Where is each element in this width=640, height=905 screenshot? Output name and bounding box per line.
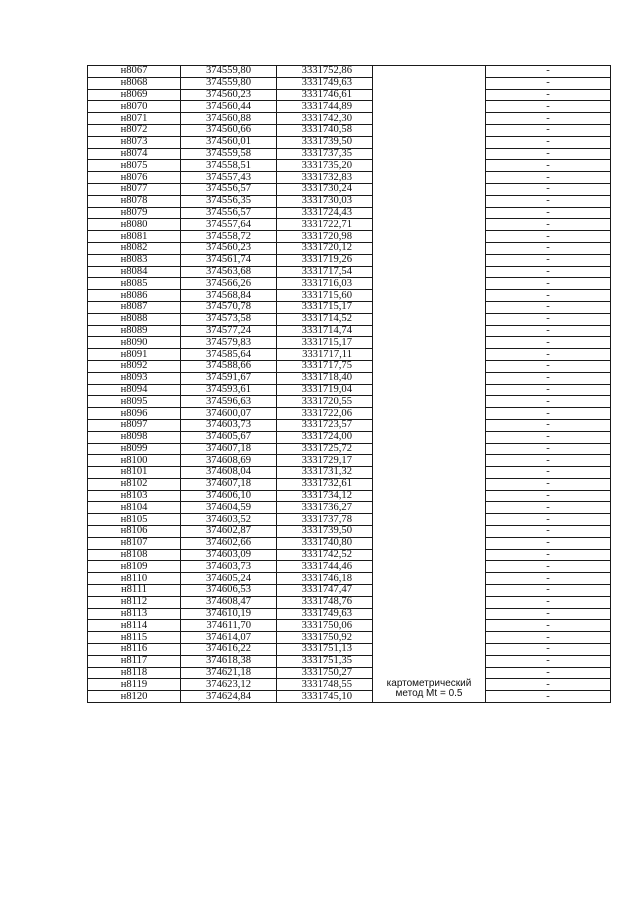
- y-coordinate-cell: 3331737,78: [277, 514, 373, 526]
- x-coordinate-cell: 374593,61: [181, 384, 277, 396]
- table-row: [88, 644, 611, 656]
- x-coordinate-cell: 374579,83: [181, 337, 277, 349]
- x-coordinate-cell: 374563,68: [181, 266, 277, 278]
- note-cell: -: [486, 667, 611, 679]
- note-cell: -: [486, 596, 611, 608]
- y-coordinate-cell: 3331720,12: [277, 242, 373, 254]
- x-coordinate-cell: 374607,18: [181, 478, 277, 490]
- note-cell: -: [486, 136, 611, 148]
- point-name-cell: н8118: [88, 667, 181, 679]
- x-coordinate-cell: 374608,69: [181, 455, 277, 467]
- y-coordinate-cell: 3331750,06: [277, 620, 373, 632]
- x-coordinate-cell: 374616,22: [181, 644, 277, 656]
- x-coordinate-cell: 374591,67: [181, 372, 277, 384]
- y-coordinate-cell: 3331737,35: [277, 148, 373, 160]
- note-cell: -: [486, 561, 611, 573]
- note-cell: -: [486, 478, 611, 490]
- x-coordinate-cell: 374558,72: [181, 231, 277, 243]
- note-cell: -: [486, 632, 611, 644]
- note-cell: -: [486, 655, 611, 667]
- table-row: [88, 337, 611, 349]
- point-name-cell: н8105: [88, 514, 181, 526]
- point-name-cell: н8084: [88, 266, 181, 278]
- y-coordinate-cell: 3331722,06: [277, 408, 373, 420]
- point-name-cell: н8104: [88, 502, 181, 514]
- point-name-cell: н8078: [88, 195, 181, 207]
- x-coordinate-cell: 374556,57: [181, 183, 277, 195]
- table-row: [88, 278, 611, 290]
- note-cell: -: [486, 278, 611, 290]
- y-coordinate-cell: 3331717,54: [277, 266, 373, 278]
- table-row: [88, 89, 611, 101]
- point-name-cell: н8091: [88, 349, 181, 361]
- note-cell: -: [486, 526, 611, 538]
- y-coordinate-cell: 3331731,32: [277, 467, 373, 479]
- point-name-cell: н8085: [88, 278, 181, 290]
- table-row: [88, 478, 611, 490]
- x-coordinate-cell: 374557,64: [181, 219, 277, 231]
- note-cell: -: [486, 113, 611, 125]
- y-coordinate-cell: 3331715,60: [277, 290, 373, 302]
- x-coordinate-cell: 374604,59: [181, 502, 277, 514]
- y-coordinate-cell: 3331722,71: [277, 219, 373, 231]
- note-cell: -: [486, 372, 611, 384]
- point-name-cell: н8082: [88, 242, 181, 254]
- note-cell: -: [486, 195, 611, 207]
- table-row: [88, 360, 611, 372]
- coordinates-table: [87, 65, 611, 703]
- y-coordinate-cell: 3331735,20: [277, 160, 373, 172]
- table-row: [88, 490, 611, 502]
- note-cell: -: [486, 455, 611, 467]
- y-coordinate-cell: 3331729,17: [277, 455, 373, 467]
- point-name-cell: н8076: [88, 172, 181, 184]
- table-row: [88, 596, 611, 608]
- point-name-cell: н8071: [88, 113, 181, 125]
- y-coordinate-cell: 3331748,55: [277, 679, 373, 691]
- y-coordinate-cell: 3331740,80: [277, 537, 373, 549]
- y-coordinate-cell: 3331717,11: [277, 349, 373, 361]
- y-coordinate-cell: 3331720,55: [277, 396, 373, 408]
- x-coordinate-cell: 374603,52: [181, 514, 277, 526]
- point-name-cell: н8096: [88, 408, 181, 420]
- table-row: [88, 219, 611, 231]
- note-cell: -: [486, 644, 611, 656]
- table-row: [88, 207, 611, 219]
- y-coordinate-cell: 3331732,83: [277, 172, 373, 184]
- x-coordinate-cell: 374602,66: [181, 537, 277, 549]
- table-row: [88, 455, 611, 467]
- point-name-cell: н8114: [88, 620, 181, 632]
- point-name-cell: н8083: [88, 254, 181, 266]
- note-cell: -: [486, 325, 611, 337]
- y-coordinate-cell: 3331746,18: [277, 573, 373, 585]
- note-cell: -: [486, 490, 611, 502]
- table-row: [88, 124, 611, 136]
- point-name-cell: н8108: [88, 549, 181, 561]
- point-name-cell: н8120: [88, 691, 181, 703]
- point-name-cell: н8087: [88, 301, 181, 313]
- y-coordinate-cell: 3331730,03: [277, 195, 373, 207]
- y-coordinate-cell: 3331725,72: [277, 443, 373, 455]
- note-cell: -: [486, 242, 611, 254]
- note-cell: -: [486, 337, 611, 349]
- x-coordinate-cell: 374588,66: [181, 360, 277, 372]
- x-coordinate-cell: 374600,07: [181, 408, 277, 420]
- table-row: [88, 419, 611, 431]
- y-coordinate-cell: 3331717,75: [277, 360, 373, 372]
- note-cell: -: [486, 549, 611, 561]
- y-coordinate-cell: 3331723,57: [277, 419, 373, 431]
- note-cell: -: [486, 66, 611, 78]
- note-cell: -: [486, 419, 611, 431]
- x-coordinate-cell: 374560,23: [181, 89, 277, 101]
- point-name-cell: н8095: [88, 396, 181, 408]
- y-coordinate-cell: 3331714,52: [277, 313, 373, 325]
- x-coordinate-cell: 374577,24: [181, 325, 277, 337]
- y-coordinate-cell: 3331746,61: [277, 89, 373, 101]
- y-coordinate-cell: 3331736,27: [277, 502, 373, 514]
- note-cell: -: [486, 219, 611, 231]
- method-accuracy-text: метод Mt = 0.5: [395, 688, 463, 700]
- x-coordinate-cell: 374570,78: [181, 301, 277, 313]
- table-row: [88, 467, 611, 479]
- table-row: [88, 254, 611, 266]
- note-cell: -: [486, 384, 611, 396]
- y-coordinate-cell: 3331715,17: [277, 301, 373, 313]
- point-name-cell: н8081: [88, 231, 181, 243]
- x-coordinate-cell: 374560,44: [181, 101, 277, 113]
- point-name-cell: н8119: [88, 679, 181, 691]
- x-coordinate-cell: 374602,87: [181, 526, 277, 538]
- y-coordinate-cell: 3331739,50: [277, 136, 373, 148]
- point-name-cell: н8075: [88, 160, 181, 172]
- point-name-cell: н8106: [88, 526, 181, 538]
- x-coordinate-cell: 374556,35: [181, 195, 277, 207]
- y-coordinate-cell: 3331720,98: [277, 231, 373, 243]
- note-cell: -: [486, 124, 611, 136]
- x-coordinate-cell: 374607,18: [181, 443, 277, 455]
- note-cell: -: [486, 266, 611, 278]
- y-coordinate-cell: 3331724,43: [277, 207, 373, 219]
- note-cell: -: [486, 231, 611, 243]
- point-name-cell: н8099: [88, 443, 181, 455]
- point-name-cell: н8101: [88, 467, 181, 479]
- table-row: [88, 160, 611, 172]
- table-row: [88, 691, 611, 703]
- note-cell: -: [486, 396, 611, 408]
- point-name-cell: н8116: [88, 644, 181, 656]
- table-row: [88, 372, 611, 384]
- x-coordinate-cell: 374558,51: [181, 160, 277, 172]
- method-cell: [373, 66, 486, 703]
- y-coordinate-cell: 3331739,50: [277, 526, 373, 538]
- x-coordinate-cell: 374606,10: [181, 490, 277, 502]
- point-name-cell: н8093: [88, 372, 181, 384]
- table-row: [88, 301, 611, 313]
- table-row: [88, 537, 611, 549]
- y-coordinate-cell: 3331744,89: [277, 101, 373, 113]
- table-row: [88, 526, 611, 538]
- point-name-cell: н8112: [88, 596, 181, 608]
- table-row: [88, 266, 611, 278]
- note-cell: -: [486, 148, 611, 160]
- x-coordinate-cell: 374603,09: [181, 549, 277, 561]
- table-row: [88, 549, 611, 561]
- point-name-cell: н8067: [88, 66, 181, 78]
- method-name-text: картометрический: [386, 678, 472, 690]
- y-coordinate-cell: 3331714,74: [277, 325, 373, 337]
- point-name-cell: н8097: [88, 419, 181, 431]
- note-cell: -: [486, 89, 611, 101]
- x-coordinate-cell: 374623,12: [181, 679, 277, 691]
- point-name-cell: н8111: [88, 585, 181, 597]
- x-coordinate-cell: 374560,66: [181, 124, 277, 136]
- x-coordinate-cell: 374614,07: [181, 632, 277, 644]
- x-coordinate-cell: 374618,38: [181, 655, 277, 667]
- point-name-cell: н8100: [88, 455, 181, 467]
- y-coordinate-cell: 3331750,27: [277, 667, 373, 679]
- note-cell: -: [486, 467, 611, 479]
- x-coordinate-cell: 374606,53: [181, 585, 277, 597]
- table-row: [88, 514, 611, 526]
- point-name-cell: н8102: [88, 478, 181, 490]
- point-name-cell: н8088: [88, 313, 181, 325]
- y-coordinate-cell: 3331732,61: [277, 478, 373, 490]
- table-row: [88, 148, 611, 160]
- table-row: [88, 431, 611, 443]
- table-row: [88, 396, 611, 408]
- note-cell: -: [486, 301, 611, 313]
- point-name-cell: н8080: [88, 219, 181, 231]
- x-coordinate-cell: 374573,58: [181, 313, 277, 325]
- table-row: [88, 408, 611, 420]
- y-coordinate-cell: 3331749,63: [277, 77, 373, 89]
- point-name-cell: н8069: [88, 89, 181, 101]
- x-coordinate-cell: 374559,80: [181, 66, 277, 78]
- x-coordinate-cell: 374559,80: [181, 77, 277, 89]
- note-cell: -: [486, 431, 611, 443]
- table-row: [88, 242, 611, 254]
- table-row: [88, 136, 611, 148]
- note-cell: -: [486, 77, 611, 89]
- y-coordinate-cell: 3331718,40: [277, 372, 373, 384]
- x-coordinate-cell: 374559,58: [181, 148, 277, 160]
- coordinates-table-body: [88, 66, 611, 703]
- y-coordinate-cell: 3331749,63: [277, 608, 373, 620]
- note-cell: -: [486, 537, 611, 549]
- point-name-cell: н8086: [88, 290, 181, 302]
- point-name-cell: н8110: [88, 573, 181, 585]
- point-name-cell: н8113: [88, 608, 181, 620]
- x-coordinate-cell: 374624,84: [181, 691, 277, 703]
- table-row: [88, 172, 611, 184]
- x-coordinate-cell: 374608,47: [181, 596, 277, 608]
- y-coordinate-cell: 3331719,26: [277, 254, 373, 266]
- point-name-cell: н8079: [88, 207, 181, 219]
- point-name-cell: н8068: [88, 77, 181, 89]
- x-coordinate-cell: 374603,73: [181, 561, 277, 573]
- y-coordinate-cell: 3331742,52: [277, 549, 373, 561]
- y-coordinate-cell: 3331724,00: [277, 431, 373, 443]
- note-cell: -: [486, 502, 611, 514]
- x-coordinate-cell: 374608,04: [181, 467, 277, 479]
- y-coordinate-cell: 3331751,13: [277, 644, 373, 656]
- x-coordinate-cell: 374560,88: [181, 113, 277, 125]
- table-row: [88, 384, 611, 396]
- point-name-cell: н8115: [88, 632, 181, 644]
- x-coordinate-cell: 374596,63: [181, 396, 277, 408]
- table-row: [88, 502, 611, 514]
- x-coordinate-cell: 374568,84: [181, 290, 277, 302]
- note-cell: -: [486, 573, 611, 585]
- point-name-cell: н8094: [88, 384, 181, 396]
- note-cell: -: [486, 254, 611, 266]
- point-name-cell: н8073: [88, 136, 181, 148]
- point-name-cell: н8109: [88, 561, 181, 573]
- x-coordinate-cell: 374605,24: [181, 573, 277, 585]
- x-coordinate-cell: 374605,67: [181, 431, 277, 443]
- point-name-cell: н8077: [88, 183, 181, 195]
- y-coordinate-cell: 3331750,92: [277, 632, 373, 644]
- point-name-cell: н8070: [88, 101, 181, 113]
- x-coordinate-cell: 374556,57: [181, 207, 277, 219]
- x-coordinate-cell: 374557,43: [181, 172, 277, 184]
- point-name-cell: н8092: [88, 360, 181, 372]
- table-row: [88, 655, 611, 667]
- note-cell: -: [486, 360, 611, 372]
- y-coordinate-cell: 3331747,47: [277, 585, 373, 597]
- table-row: [88, 101, 611, 113]
- y-coordinate-cell: 3331734,12: [277, 490, 373, 502]
- y-coordinate-cell: 3331745,10: [277, 691, 373, 703]
- table-row: [88, 349, 611, 361]
- y-coordinate-cell: 3331744,46: [277, 561, 373, 573]
- y-coordinate-cell: 3331715,17: [277, 337, 373, 349]
- table-row: [88, 561, 611, 573]
- point-name-cell: н8090: [88, 337, 181, 349]
- x-coordinate-cell: 374621,18: [181, 667, 277, 679]
- y-coordinate-cell: 3331752,86: [277, 66, 373, 78]
- y-coordinate-cell: 3331751,35: [277, 655, 373, 667]
- x-coordinate-cell: 374603,73: [181, 419, 277, 431]
- y-coordinate-cell: 3331748,76: [277, 596, 373, 608]
- note-cell: -: [486, 290, 611, 302]
- note-cell: -: [486, 313, 611, 325]
- note-cell: -: [486, 207, 611, 219]
- note-cell: -: [486, 443, 611, 455]
- note-cell: -: [486, 172, 611, 184]
- point-name-cell: н8089: [88, 325, 181, 337]
- point-name-cell: н8117: [88, 655, 181, 667]
- point-name-cell: н8072: [88, 124, 181, 136]
- y-coordinate-cell: 3331719,04: [277, 384, 373, 396]
- note-cell: -: [486, 620, 611, 632]
- x-coordinate-cell: 374560,01: [181, 136, 277, 148]
- note-cell: -: [486, 608, 611, 620]
- x-coordinate-cell: 374566,26: [181, 278, 277, 290]
- x-coordinate-cell: 374585,64: [181, 349, 277, 361]
- point-name-cell: н8074: [88, 148, 181, 160]
- x-coordinate-cell: 374560,23: [181, 242, 277, 254]
- y-coordinate-cell: 3331740,58: [277, 124, 373, 136]
- y-coordinate-cell: 3331742,30: [277, 113, 373, 125]
- table-row: [88, 325, 611, 337]
- table-row: [88, 443, 611, 455]
- table-row: [88, 113, 611, 125]
- note-cell: -: [486, 679, 611, 691]
- note-cell: -: [486, 349, 611, 361]
- note-cell: -: [486, 183, 611, 195]
- point-name-cell: н8107: [88, 537, 181, 549]
- table-row: [88, 608, 611, 620]
- note-cell: -: [486, 691, 611, 703]
- table-row: [88, 183, 611, 195]
- y-coordinate-cell: 3331716,03: [277, 278, 373, 290]
- x-coordinate-cell: 374611,70: [181, 620, 277, 632]
- x-coordinate-cell: 374610,19: [181, 608, 277, 620]
- table-row: [88, 632, 611, 644]
- table-row: [88, 620, 611, 632]
- point-name-cell: н8098: [88, 431, 181, 443]
- point-name-cell: н8103: [88, 490, 181, 502]
- table-row: [88, 231, 611, 243]
- table-row: [88, 679, 611, 691]
- note-cell: -: [486, 408, 611, 420]
- table-row: [88, 66, 611, 78]
- note-cell: -: [486, 160, 611, 172]
- table-row: [88, 313, 611, 325]
- table-row: [88, 290, 611, 302]
- x-coordinate-cell: 374561,74: [181, 254, 277, 266]
- note-cell: -: [486, 585, 611, 597]
- table-row: [88, 667, 611, 679]
- y-coordinate-cell: 3331730,24: [277, 183, 373, 195]
- table-row: [88, 195, 611, 207]
- table-row: [88, 77, 611, 89]
- note-cell: -: [486, 514, 611, 526]
- table-row: [88, 573, 611, 585]
- note-cell: -: [486, 101, 611, 113]
- table-row: [88, 585, 611, 597]
